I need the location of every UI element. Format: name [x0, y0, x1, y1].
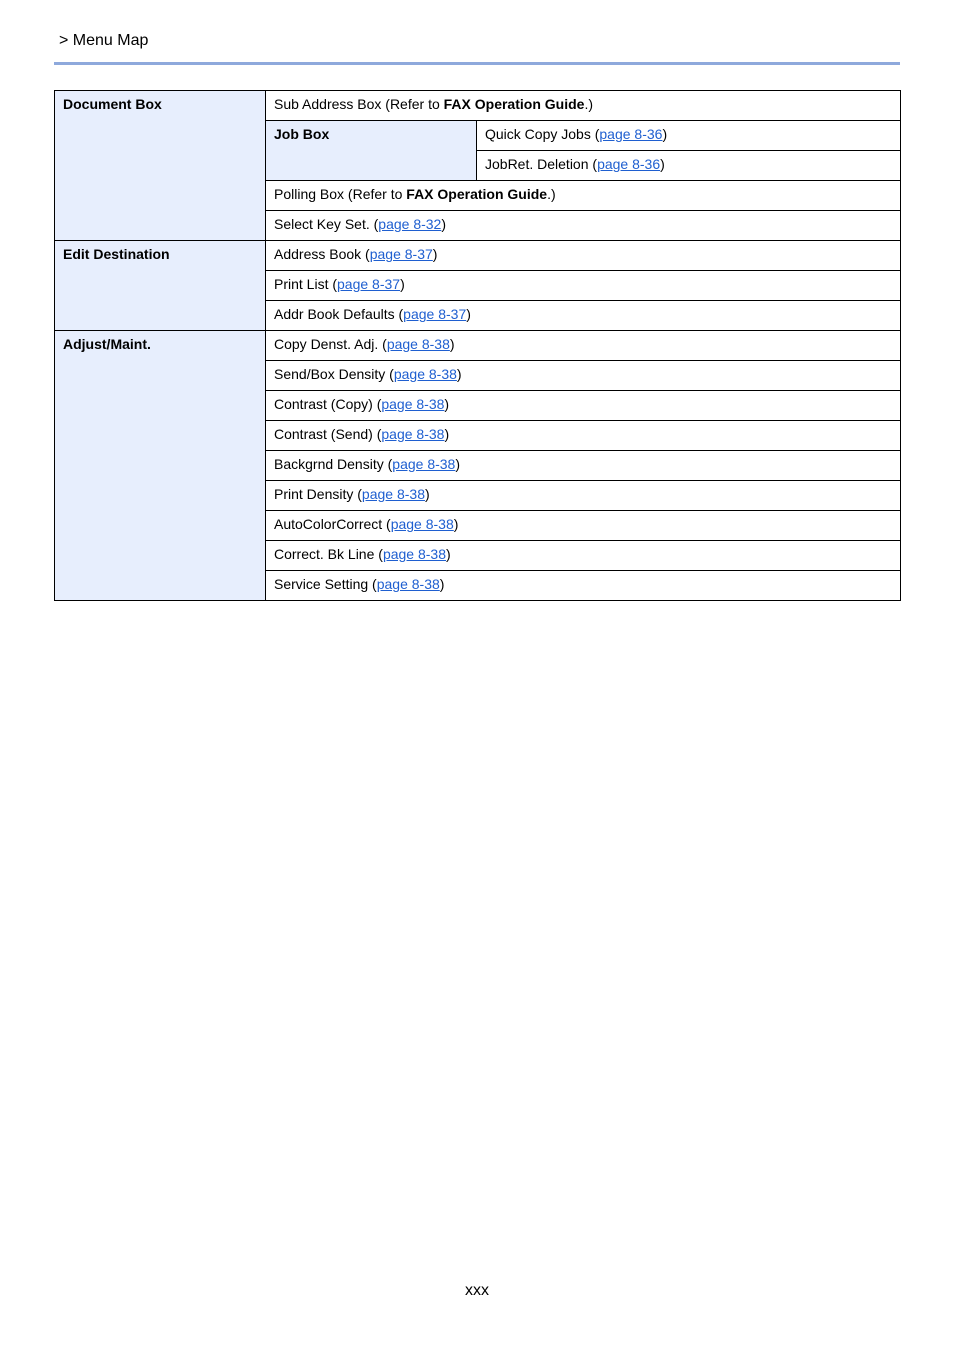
select-key-set-cell — [266, 211, 901, 241]
item-close: ) — [449, 336, 455, 352]
item-close: ) — [453, 516, 459, 532]
print-density-cell — [266, 481, 901, 511]
item-close: ) — [400, 276, 405, 292]
item-label: Print Density ( — [274, 486, 362, 502]
item-close: ) — [432, 246, 438, 262]
item-label: Send/Box Density ( — [274, 366, 394, 382]
addr-book-defaults-cell — [266, 301, 901, 331]
item-close: ) — [424, 486, 430, 502]
item-label: Quick Copy Jobs ( — [485, 126, 600, 142]
fax-guide-ref: FAX Operation Guide — [443, 96, 585, 112]
page-link[interactable]: page 8-38 — [381, 426, 445, 442]
category-adjust-maint: Adjust/Maint. — [55, 331, 266, 601]
polling-prefix: Polling Box (Refer to — [274, 186, 407, 202]
page-link[interactable]: page 8-38 — [393, 366, 457, 382]
item-close: ) — [662, 126, 668, 142]
backgrnd-density-cell — [266, 451, 901, 481]
item-label: JobRet. Deletion ( — [485, 156, 598, 172]
item-label: AutoColorCorrect ( — [274, 516, 391, 532]
item-label: Contrast (Send) ( — [274, 426, 382, 442]
quick-copy-jobs-cell — [477, 121, 901, 151]
page-link[interactable]: page 8-38 — [392, 456, 456, 472]
item-close: ) — [455, 456, 461, 472]
item-close: ) — [660, 156, 665, 172]
item-close: ) — [441, 216, 447, 232]
breadcrumb: > Menu Map — [59, 32, 149, 49]
page-link[interactable]: page 8-38 — [382, 546, 446, 562]
polling-suffix: .) — [547, 186, 556, 202]
polling-box-cell — [266, 181, 901, 211]
item-close: ) — [466, 306, 471, 322]
sub-address-prefix: Sub Address Box (Refer to — [274, 96, 444, 112]
page-link[interactable]: page 8-32 — [378, 216, 442, 232]
item-label: Print List ( — [274, 276, 338, 292]
correct-bk-line-cell — [266, 541, 901, 571]
item-close: ) — [444, 396, 450, 412]
table-row — [55, 331, 901, 361]
category-document-box: Document Box — [55, 91, 266, 241]
jobret-deletion-cell — [477, 151, 901, 181]
item-label: Addr Book Defaults ( — [274, 306, 404, 322]
item-close: ) — [446, 546, 451, 562]
print-list-cell — [266, 271, 901, 301]
page-link[interactable]: page 8-37 — [369, 246, 433, 262]
page-number: xxx — [465, 1282, 489, 1299]
subcategory-job-box: Job Box — [266, 121, 477, 181]
autocolorcorrect-cell — [266, 511, 901, 541]
item-label: Select Key Set. ( — [274, 216, 379, 232]
category-edit-destination: Edit Destination — [55, 241, 266, 331]
page-link[interactable]: page 8-36 — [599, 126, 663, 142]
item-close: ) — [444, 426, 450, 442]
page-link[interactable]: page 8-38 — [390, 516, 454, 532]
item-close: ) — [456, 366, 462, 382]
contrast-send-cell — [266, 421, 901, 451]
copy-denst-adj-cell — [266, 331, 901, 361]
item-label: Copy Denst. Adj. ( — [274, 336, 387, 352]
item-label: Correct. Bk Line ( — [274, 546, 383, 562]
item-close: ) — [439, 576, 445, 592]
sub-address-box-cell — [266, 91, 901, 121]
service-setting-cell — [266, 571, 901, 601]
address-book-cell — [266, 241, 901, 271]
header-rule — [54, 62, 900, 65]
item-label: Address Book ( — [274, 246, 370, 262]
contrast-copy-cell — [266, 391, 901, 421]
page-link[interactable]: page 8-38 — [376, 576, 440, 592]
send-box-density-cell — [266, 361, 901, 391]
menu-map-table — [54, 90, 901, 601]
fax-guide-ref: FAX Operation Guide — [406, 186, 548, 202]
page-link[interactable]: page 8-38 — [361, 486, 425, 502]
sub-address-suffix: .) — [584, 96, 593, 112]
item-label: Service Setting ( — [274, 576, 377, 592]
item-label: Backgrnd Density ( — [274, 456, 393, 472]
page-link[interactable]: page 8-37 — [403, 306, 467, 322]
item-label: Contrast (Copy) ( — [274, 396, 382, 412]
page-link[interactable]: page 8-38 — [381, 396, 445, 412]
page-link[interactable]: page 8-38 — [386, 336, 450, 352]
table-row — [55, 241, 901, 271]
table-row — [55, 91, 901, 121]
page-link[interactable]: page 8-36 — [597, 156, 661, 172]
page-link[interactable]: page 8-37 — [337, 276, 401, 292]
